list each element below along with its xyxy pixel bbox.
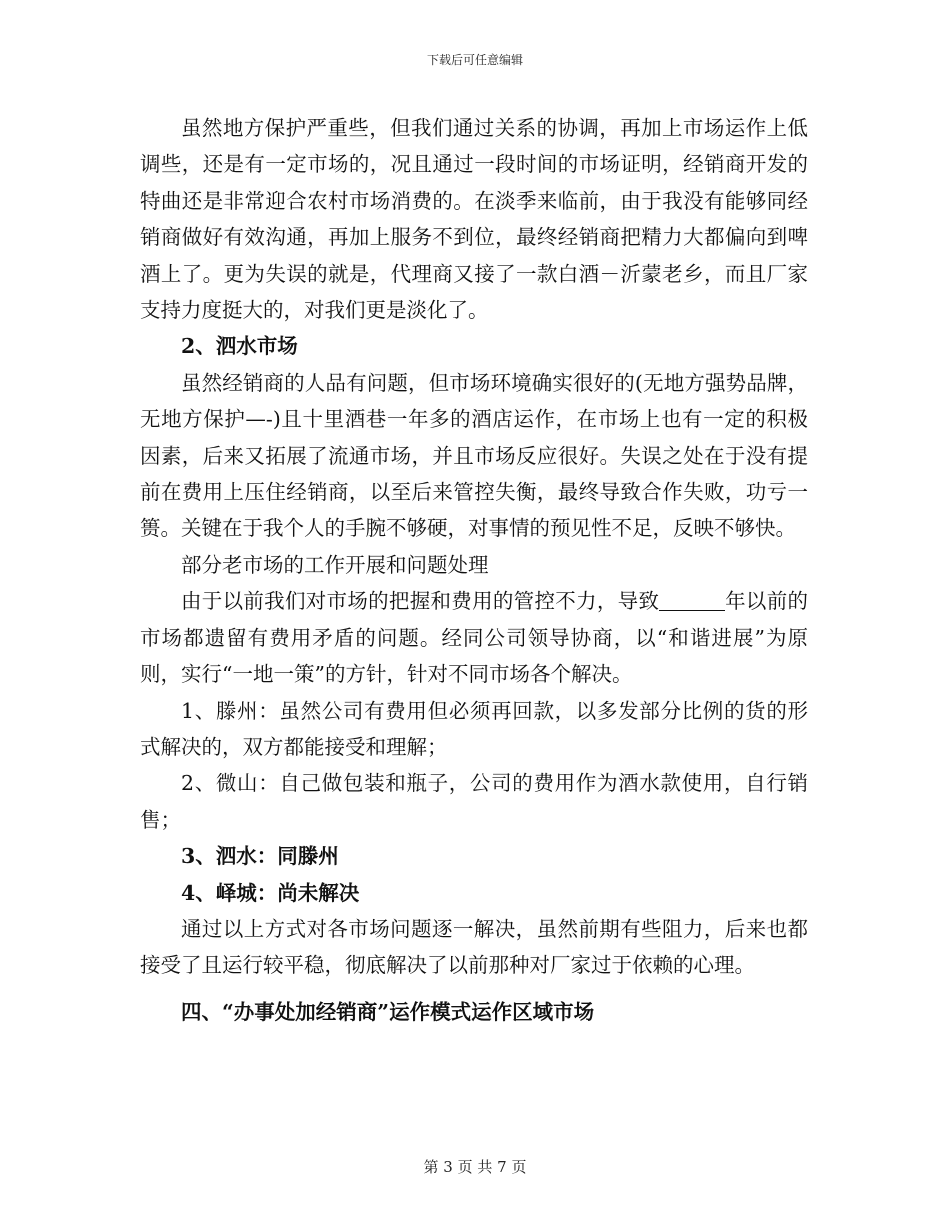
fill-in-blank: [659, 589, 725, 612]
subheading: 4、峄城：尚未解决: [181, 880, 360, 905]
document-body: [140, 110, 808, 1030]
subheading: 2、泗水市场: [181, 334, 298, 359]
paragraph-text-end: 年以前的市场都遗留有费用矛盾的问题。经同公司领导协商，以“和谐进展”为原则，实行“一地一策”的方针，针对不同市场各个解决。: [140, 589, 808, 687]
paragraph-text-start: 由于以前我们对市场的把握和费用的管控不力，导致: [181, 589, 660, 614]
paragraph: 虽然经销商的人品有问题，但市场环境确实很好的(无地方强势品牌，无地方保护—-)且十里酒巷一年多的酒店运作，在市场上也有一定的积极因素，后来又拓展了流通市场，并且市场反应很好。失误之处在于没有提前在费用上压住经销商，以至后来管控失衡，最终导致合作失败，功亏一篑。关键在于我个人的手腕不够硬，对事情的预见性不足，反映不够快。: [140, 370, 808, 541]
paragraph: 1、滕州：虽然公司有费用但必须再回款，以多发部分比例的货的形式解决的，双方都能接受和理解；: [140, 698, 808, 759]
section-heading: 四、“办事处加经销商”运作模式运作区域市场: [181, 999, 595, 1024]
subheading: 3、泗水：同滕州: [181, 844, 339, 869]
paragraph: 虽然地方保护严重些，但我们通过关系的协调，再加上市场运作上低调些，还是有一定市场的，况且通过一段时间的市场证明，经销商开发的特曲还是非常迎合农村市场消费的。在淡季来临前，由于我没有能够同经销商做好有效沟通，再加上服务不到位，最终经销商把精力大都偏向到啤酒上了。更为失误的就是，代理商又接了一款白酒－沂蒙老乡，而且厂家支持力度挺大的，对我们更是淡化了。: [140, 116, 808, 323]
paragraph: 通过以上方式对各市场问题逐一解决，虽然前期有些阻力，后来也都接受了且运行较平稳，彻底解决了以前那种对厂家过于依赖的心理。: [140, 916, 808, 978]
page-header: 下载后可任意编辑: [426, 53, 523, 67]
paragraph: 部分老市场的工作开展和问题处理: [181, 552, 489, 577]
page-footer: 第 3 页 共 7 页: [423, 1158, 527, 1176]
paragraph-with-blank: [140, 583, 808, 692]
paragraph: 2、微山：自己做包装和瓶子，公司的费用作为酒水款使用，自行销售；: [140, 771, 808, 832]
